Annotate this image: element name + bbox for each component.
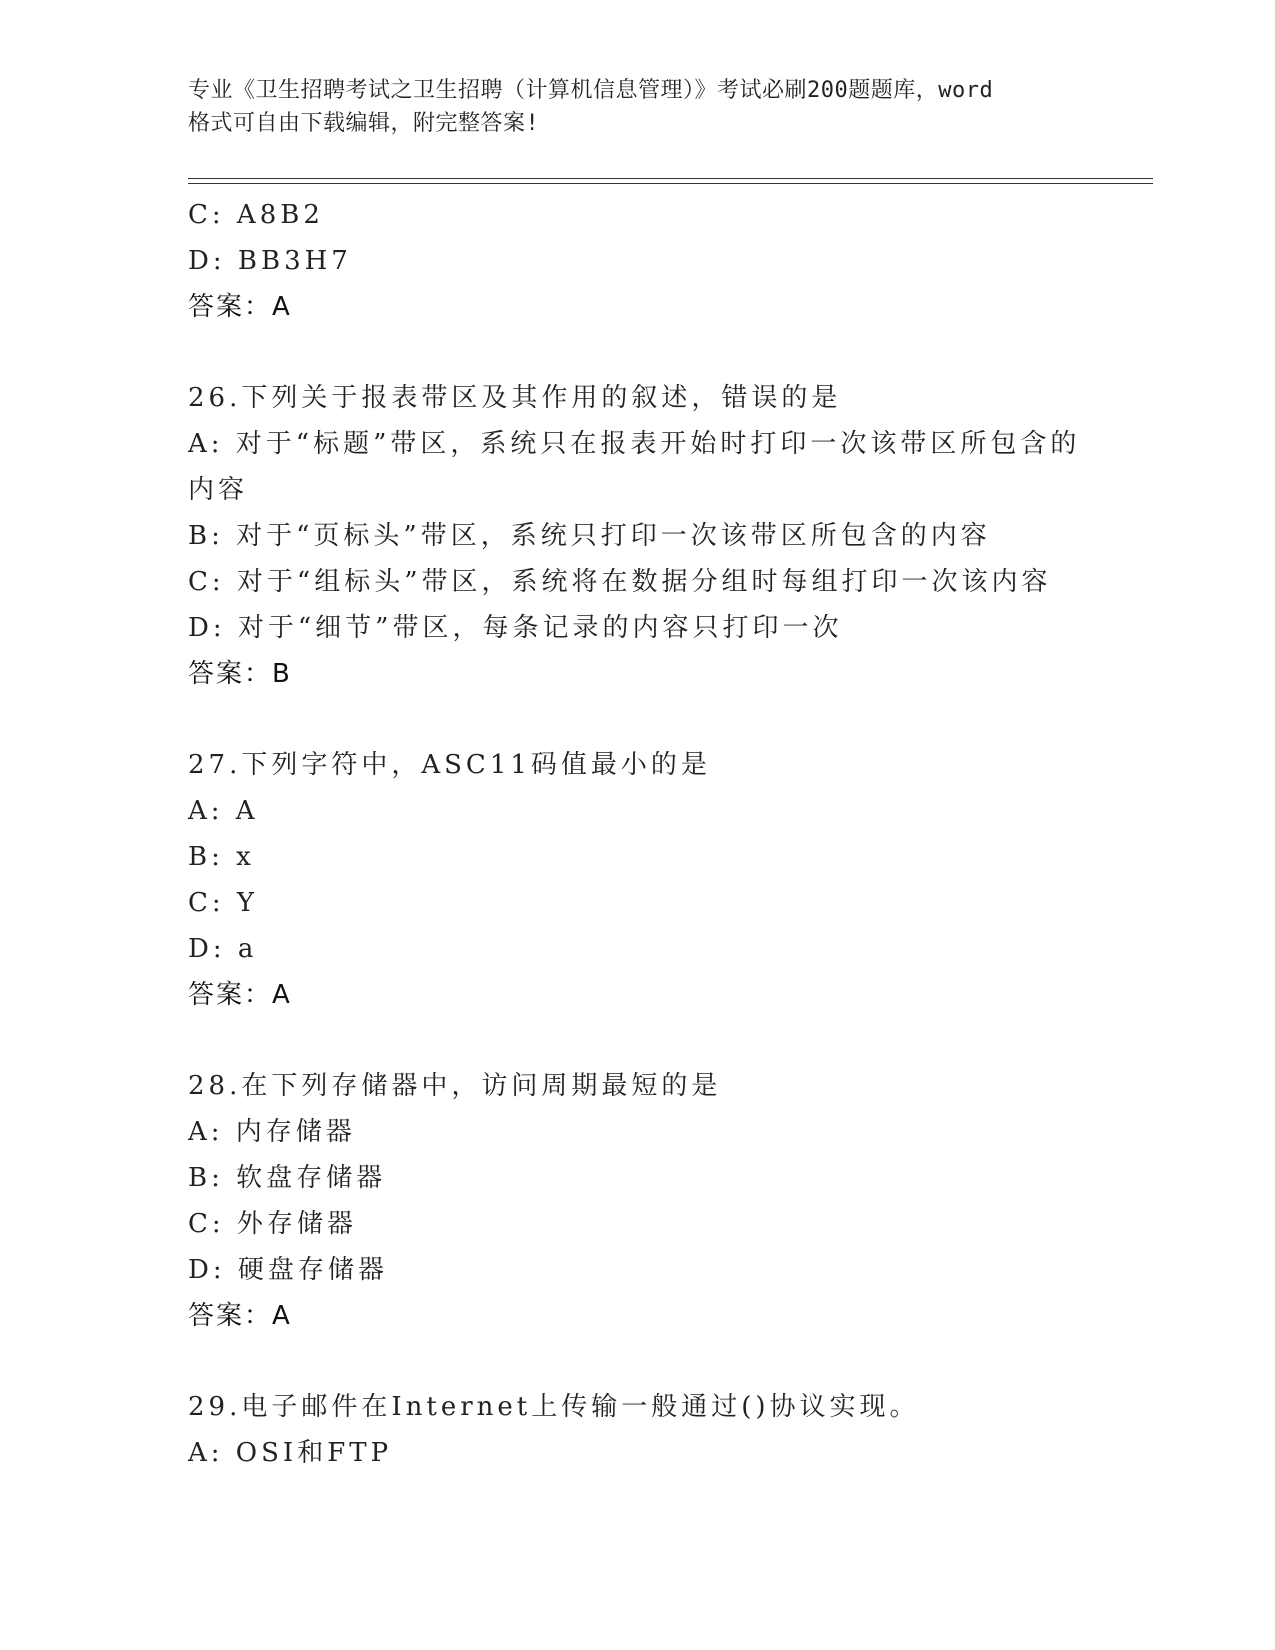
document-header xyxy=(188,74,1088,140)
option-d: D: 硬盘存储器 xyxy=(188,1255,388,1285)
spacer xyxy=(188,1018,1088,1063)
option-b: B: x xyxy=(188,842,255,872)
option-b: B: 软盘存储器 xyxy=(188,1163,387,1193)
question-27 xyxy=(188,742,1088,1018)
question-stem: 29.电子邮件在Internet上传输一般通过()协议实现。 xyxy=(188,1392,920,1422)
option-d: D: 对于“细节”带区，每条记录的内容只打印一次 xyxy=(188,613,843,643)
spacer xyxy=(188,1339,1088,1384)
option-a: A: 内存储器 xyxy=(188,1117,356,1147)
option-b: B: 对于“页标头”带区，系统只打印一次该带区所包含的内容 xyxy=(188,521,991,551)
question-28 xyxy=(188,1063,1088,1339)
question-29 xyxy=(188,1384,1088,1476)
option-c: C: A8B2 xyxy=(188,200,324,230)
header-line-1: 专业《卫生招聘考试之卫生招聘（计算机信息管理）》考试必刷200题题库，word xyxy=(188,78,994,103)
question-stem: 28.在下列存储器中，访问周期最短的是 xyxy=(188,1071,722,1101)
option-c: C: 外存储器 xyxy=(188,1209,357,1239)
answer: 答案：A xyxy=(188,292,292,322)
option-c: C: 对于“组标头”带区，系统将在数据分组时每组打印一次该内容 xyxy=(188,567,1052,597)
option-d: D: BB3H7 xyxy=(188,246,352,276)
option-a-continued: 内容 xyxy=(188,475,249,505)
question-26 xyxy=(188,375,1088,697)
option-d: D: a xyxy=(188,934,258,964)
answer: 答案：A xyxy=(188,980,292,1010)
spacer xyxy=(188,330,1088,375)
option-a: A: 对于“标题”带区，系统只在报表开始时打印一次该带区所包含的 xyxy=(188,429,1081,459)
option-a: A: A xyxy=(188,796,259,826)
question-list xyxy=(188,192,1088,1476)
question-stem: 27.下列字符中，ASC11码值最小的是 xyxy=(188,750,711,780)
header-rule-top xyxy=(188,178,1153,179)
header-rule-bottom xyxy=(188,183,1153,184)
question-25-tail xyxy=(188,192,1088,330)
option-a: A: OSI和FTP xyxy=(188,1438,393,1468)
answer: 答案：B xyxy=(188,659,292,689)
header-line-2: 格式可自由下载编辑，附完整答案! xyxy=(188,111,540,136)
question-stem: 26.下列关于报表带区及其作用的叙述，错误的是 xyxy=(188,383,842,413)
answer: 答案：A xyxy=(188,1301,292,1331)
spacer xyxy=(188,697,1088,742)
option-c: C: Y xyxy=(188,888,259,918)
